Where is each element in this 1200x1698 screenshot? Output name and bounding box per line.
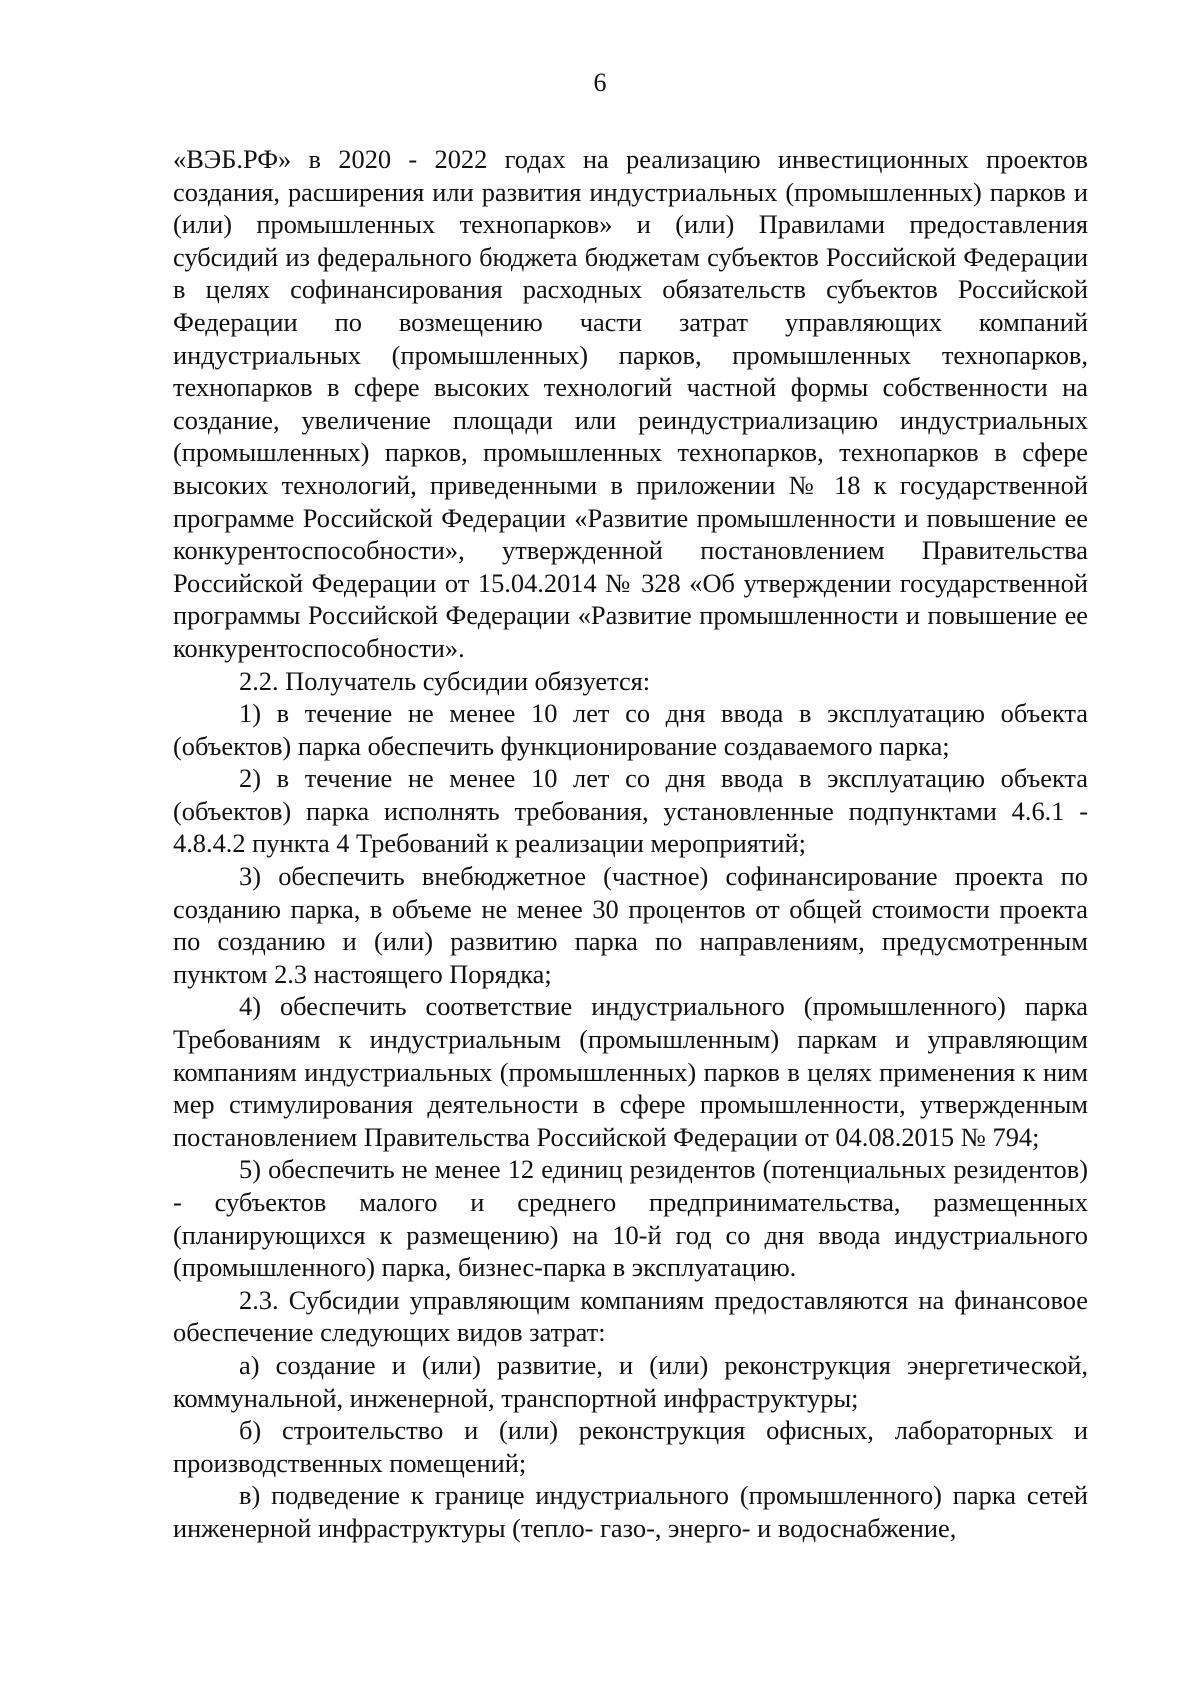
paragraph-2-3: 2.3. Субсидии управляющим компаниям предоставляются на финансовое обеспечение следующих видов затрат: [173, 1284, 1088, 1348]
list-item-5: 5) обеспечить не менее 12 единиц резидентов (потенциальных резидентов) - субъектов малого и среднего предпринимательства, размещенных (планирующихся к размещению) на 10-й год со дня ввода индустриального (промышленного) парка, бизнес-парка в эксплуатацию. [173, 1154, 1088, 1283]
list-item-2: 2) в течение не менее 10 лет со дня ввода в эксплуатацию объекта (объектов) парка исполнять требования, установленные подпунктами 4.6.1 - 4.8.4.2 пункта 4 Требований к реализации мероприятий; [173, 763, 1088, 859]
page-number: 6 [593, 68, 607, 97]
paragraph-intro: «ВЭБ.РФ» в 2020 - 2022 годах на реализацию инвестиционных проектов создания, расширения или развития индустриальных (промышленных) парков и (или) промышленных технопарков» и (или) Правилами предоставления субсидий из федерального бюджета бюджетам субъектов Российской Федерации в целях софинансирования расходных обязательств субъектов Российской Федерации по возмещению части затрат управляющих компаний индустриальных (промышленных) парков, промышленных технопарков, технопарков в сфере высоких технологий частной формы собственности на создание, увеличение площади или реиндустриализацию индустриальных (промышленных) парков, промышленных технопарков, технопарков в сфере высоких технологий, приведенными в приложении № 18 к государственной программе Российской Федерации «Развитие промышленности и повышение ее конкурентоспособности», утвержденной постановлением Правительства Российской Федерации от 15.04.2014 № 328 «Об утверждении государственной программы Российской Федерации «Развитие промышленности и повышение ее конкурентоспособности». [173, 144, 1088, 663]
list-item-a: а) создание и (или) развитие, и (или) реконструкция энергетической, коммунальной, инженерной, транспортной инфраструктуры; [173, 1349, 1088, 1413]
list-item-4: 4) обеспечить соответствие индустриального (промышленного) парка Требованиям к индустриальным (промышленным) паркам и управляющим компаниям индустриальных (промышленных) парков в целях применения к ним мер стимулирования деятельности в сфере промышленности, утвержденным постановлением Правительства Российской Федерации от 04.08.2015 № 794; [173, 991, 1088, 1152]
list-item-1: 1) в течение не менее 10 лет со дня ввода в эксплуатацию объекта (объектов) парка обеспечить функционирование создаваемого парка; [173, 698, 1088, 761]
document-body [173, 143, 1088, 1545]
list-item-v: в) подведение к границе индустриального (промышленного) парка сетей инженерной инфраструктуры (тепло- газо-, энерго- и водоснабжение, [173, 1480, 1088, 1543]
paragraph-2-2: 2.2. Получатель субсидии обязуется: [239, 665, 651, 696]
list-item-3: 3) обеспечить внебюджетное (частное) софинансирование проекта по созданию парка, в объеме не менее 30 процентов от общей стоимости проекта по созданию и (или) развитию парка по направлениям, предусмотренным пунктом 2.3 настоящего Порядка; [173, 861, 1088, 989]
list-item-b: б) строительство и (или) реконструкция офисных, лабораторных и производственных помещений; [173, 1415, 1088, 1478]
